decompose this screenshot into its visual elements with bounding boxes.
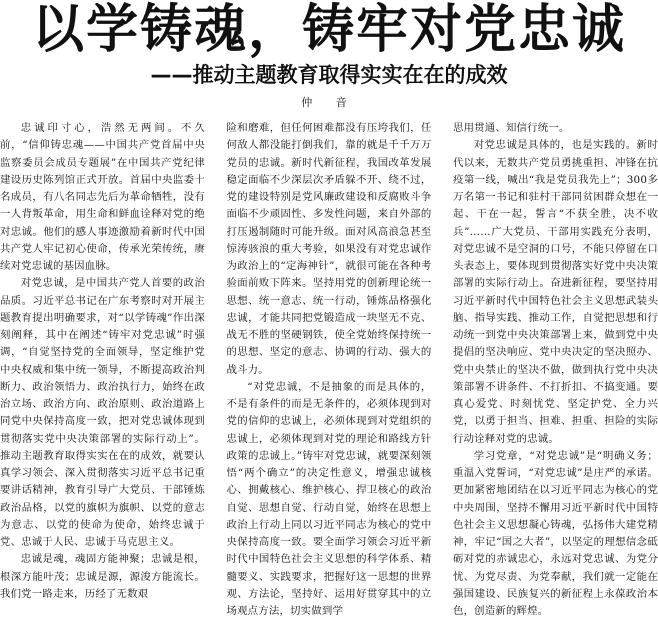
paragraph: 险和磨难，但任何困难都没有压垮我们，任何敌人都没能打倒我们，靠的就是千千万万党员的忠诚。新时代新征程，我国改革发展稳定面临不少深层次矛盾躲不开、绕不过，党的建设特别是党风廉政建设和反腐败斗争面临不少顽固性、多发性问题，来自外部的打压遏制随时可能升级。面对风高浪急甚至惊涛骇浪的重大考验，如果没有对党忠诚作为政治上的“定海神针”，就很可能在各种考验面前败下阵来。坚持用党的创新理论统一思想、统一意志、统一行动，锤炼品格强化忠诚，才能共同把党锻造成一块坚无不克、战无不胜的坚硬钢铁，使全党始终保持统一的思想、坚定的意志、协调的行动、强大的战斗力。 (226, 122, 432, 376)
paragraph: 忠诚是魂，魂固方能神聚；忠诚是根，根深方能叶茂；忠诚是源，源浚方能流长。我们党一路走来，历经了无数艰 (0, 553, 205, 600)
article-body (0, 120, 658, 628)
paragraph: 忠诚印寸心，浩然无两间。不久前，“信仰铸忠魂——中国共产党首届中央监察委员会成员专题展”在中国共产党纪律建设历史陈列馆正式开放。首届中央监委十名成员，有八名同志先后为革命牺牲，没有一人背叛革命，用生命和鲜血诠释对党的绝对忠诚。他们的感人事迹激励着新时代中国共产党人牢记初心使命，传承光荣传统，赓续对党忠诚的基因血脉。 (0, 122, 205, 272)
article-headline: 以学铸魂，铸牢对党忠诚 (31, 0, 626, 60)
paragraph: 学习党章，“对党忠诚”是“明确义务；重温入党誓词，“对党忠诚”是庄严的承诺。更加紧密地团结在以习近平同志为核心的党中央周围，坚持不懈用习近平新时代中国特色社会主义思想凝心铸魂，弘扬伟大建党精神，牢记“国之大者”，以坚定的理想信念砥砺对党的赤诚忠心，永远对党忠诚、为党分忧、为党尽责、为党奉献，我们就一定能在强国建设、民族复兴的新征程上永葆政治本色，创造新的辉煌。 (453, 449, 658, 617)
article-byline: 仲 音 (301, 96, 357, 109)
paragraph: 对党忠诚是具体的，也是实践的。新时代以来，无数共产党员勇挑重担、冲锋在抗疫第一线，喊出“我是党员我先上”；300多万名第一书记和驻村干部同贫困群众想在一起、干在一起，誓言“不获全胜，决不收兵”……广大党员、干部用实践充分表明，对党忠诚不是空洞的口号，不能只停留在口头表态上，要体现到贯彻落实好党中央决策部署的实际行动上。奋进新征程，要坚持用习近平新时代中国特色社会主义思想武装头脑、指导实践、推动工作，自觉把思想和行动统一到党中央决策部署上来，做到党中央提倡的坚决响应、党中央决定的坚决照办、党中央禁止的坚决不做，做到执行党中央决策部署不讲条件、不打折扣、不搞变通。要真心爱党、时刻忧党、坚定护党、全力兴党，以勇于担当、担难、担重、担险的实际行动诠释对党的忠诚。 (453, 139, 658, 445)
paragraph: 思用贯通、知信行统一。 (453, 122, 570, 134)
article-column-1 (0, 120, 205, 628)
article-column-2 (227, 120, 432, 628)
article-subheadline: ——推动主题教育取得实实在在的成效 (150, 63, 508, 87)
paragraph: “对党忠诚，不是抽象的而是具体的，不是有条件的而是无条件的，必须体现到对党的信仰的忠诚上，必须体现到对党组织的忠诚上，必须体现到对党的理论和路线方针政策的忠诚上。”铸牢对党忠诚，就要深刻领悟“两个确立”的决定性意义，增强忠诚核心、拥戴核心、维护核心、捍卫核心的政治自觉、思想自觉、行动自觉，始终在思想上政治上行动上同以习近平同志为核心的党中央保持高度一致。要全面学习领会习近平新时代中国特色社会主义思想的科学体系、精髓要义、实践要求，把握好这一思想的世界观、方法论，坚持好、运用好贯穿其中的立场观点方法，切实做到学 (226, 380, 432, 617)
article-column-3 (453, 120, 658, 628)
paragraph: 对党忠诚，是中国共产党人首要的政治品质。习近平总书记在广东考察时对开展主题教育提出明确要求，对“以学铸魂”作出深刻阐释，其中在阐述“铸牢对党忠诚”时强调，“自觉坚持党的全面领导，坚定维护党中央权威和集中统一领导，不断提高政治判断力、政治领悟力、政治执行力，始终在政治立场、政治方向、政治原则、政治道路上同党中央保持高度一致，把对党忠诚体现到贯彻落实党中央决策部署的实际行动上”。推动主题教育取得实实在在的成效，就要认真学习领会、深入贯彻落实习近平总书记重要讲话精神，教育引导广大党员、干部锤炼政治品格，以党的旗帜为旗帜、以党的意志为意志、以党的使命为使命，始终忠诚于党、忠诚于人民、忠诚于马克思主义。 (0, 277, 205, 548)
